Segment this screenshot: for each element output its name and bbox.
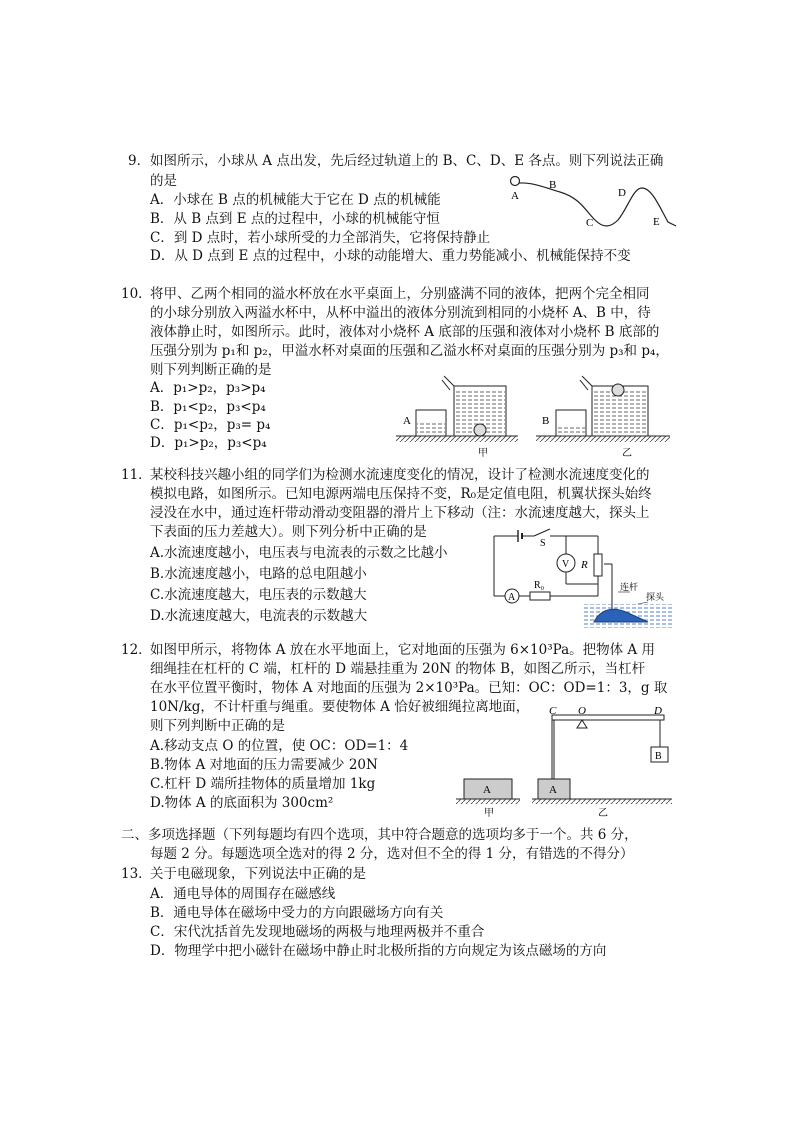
point-c-label: C [549,705,557,717]
question-stem: 模拟电路，如图所示。已知电源两端电压保持不变，R₀是定值电阻，机翼状探头始终 [150,486,652,502]
question-stem: 液体静止时，如图所示。此时，液体对小烧杯 A 底部的压强和液体对小烧杯 B 底部的 [150,324,660,340]
cup-b-label: B [542,415,550,427]
question-stem: 如图所示，小球从 A 点出发，先后经过轨道上的 B、C、D、E 各点。则下列说法正确 [150,153,664,169]
question-stem: 关于电磁现象，下列说法中正确的是 [150,866,366,882]
ball [511,177,520,186]
option-d: D.物体 A 的底面积为 300cm² [150,795,334,811]
section-instructions: 每题 2 分。每题选项全选对的得 2 分，选对但不全的得 1 分，有错选的不得分） [150,846,634,862]
question-stem: 的是 [150,173,177,189]
ammeter-label: A [508,592,516,603]
label-jia: 甲 [484,808,494,819]
point-a-label: A [511,190,519,202]
point-o-label: O [578,705,586,717]
question-number: 9． [128,153,151,169]
block-a-jia-label: A [483,784,491,796]
question-stem: 某校科技兴趣小组的同学们为检测水流速度变化的情况，设计了检测水流速度变化的 [150,467,650,483]
option-d: D．物理学中把小磁针在磁场中静止时北极所指的方向规定为该点磁场的方向 [150,943,607,959]
option-b: B．p₁<p₂，p₃<p₄ [150,399,266,415]
option-c: C．宋代沈括首先发现地磁场的两极与地理两极并不重合 [150,924,485,940]
question-stem: 的小球分别放入两溢水杯中，从杯中溢出的液体分别流到相同的小烧杯 A、B 中，待 [150,305,651,321]
question-stem: 下表面的压力差越大）。则下列分析中正确的是 [150,524,427,540]
ball-1 [474,424,486,436]
option-a: A．小球在 B 点的机械能大于它在 D 点的机械能 [150,192,441,208]
block-b-label: B [655,751,662,762]
label-jia: 甲 [478,448,488,459]
option-a: A.移动支点 O 的位置，使 OC：OD=1：4 [150,738,409,754]
option-a: A.水流速度越小，电压表与电流表的示数之比越小 [150,545,448,561]
option-a: A．通电导体的周围存在磁感线 [150,886,336,902]
section-heading: 二、多项选择题（下列每题均有四个选项，其中符合题意的选项均多于一个。共 6 分， [121,827,638,843]
option-b: B．从 B 点到 E 点的过程中，小球的机械能守恒 [150,211,440,227]
switch-label: S [540,538,546,549]
overflow-cups-figure [396,366,676,462]
question-number: 12． [121,642,152,658]
point-d-label: D [654,705,662,717]
ball-2 [612,384,624,396]
circuit-figure [488,526,688,630]
question-number: 11． [121,467,152,483]
question-number: 13． [121,866,152,882]
option-c: C．到 D 点时，若小球所受的力全部消失，它将保持静止 [150,230,491,246]
option-c: C.水流速度越大，电压表的示数越大 [150,587,367,603]
label-yi: 乙 [622,448,632,459]
option-a: A．p₁>p₂，p₃>p₄ [150,380,266,396]
fulcrum [577,720,587,728]
rod-label: 连杆 [620,582,639,592]
option-d: D.水流速度越大，电流表的示数越大 [150,608,368,624]
option-d: D．从 D 点到 E 点的过程中，小球的动能增大、重力势能减小、机械能保持不变 [150,248,631,264]
option-b: B.水流速度越小，电路的总电阻越小 [150,566,367,582]
track-figure [500,170,680,232]
r-label: R [581,559,588,571]
question-stem: 将甲、乙两个相同的溢水杯放在水平桌面上，分别盛满不同的液体，把两个完全相同 [150,286,650,302]
option-d: D．p₁>p₂，p₃<p₄ [150,435,267,451]
question-stem: 在水平位置平衡时，物体 A 对地面的压强为 2×10³Pa。已知：OC：OD=1：3，g 取 [150,680,668,696]
question-stem: 则下列判断中正确的是 [150,718,285,734]
question-number: 10． [121,286,152,302]
lever-figure [448,702,680,820]
voltmeter-label: V [562,559,570,570]
point-c-label: C [586,217,594,229]
point-b-label: B [549,179,557,191]
cup-a-label: A [403,415,411,427]
point-e-label: E [653,216,660,228]
question-stem: 则下列判断正确的是 [150,362,272,378]
option-c: C.杠杆 D 端所挂物体的质量增加 1kg [150,776,376,792]
option-b: B．通电导体在磁场中受力的方向跟磁场方向有关 [150,905,444,921]
question-stem: 压强分别为 p₁和 p₂，甲溢水杯对桌面的压强和乙溢水杯对桌面的压强分别为 p₃和 p₄， [150,343,669,359]
question-stem: 10N/kg，不计杆重与绳重。要使物体 A 恰好被细绳拉离地面， [150,699,530,715]
label-yi: 乙 [598,808,608,819]
probe-label: 探头 [646,592,665,602]
option-c: C．p₁<p₂，p₃= p₄ [150,417,271,433]
question-stem: 浸没在水中，通过连杆带动滑动变阻器的滑片上下移动（注：水流速度越大，探头上 [150,505,650,521]
point-d-label: D [618,187,626,199]
option-b: B.物体 A 对地面的压力需要减少 20N [150,757,378,773]
question-stem: 如图甲所示，将物体 A 放在水平地面上，它对地面的压强为 6×10³Pa。把物体 A 用 [150,642,655,658]
block-a-yi-label: A [549,784,557,796]
r0-label: R₀ [534,580,545,591]
question-stem: 细绳挂在杠杆的 C 端，杠杆的 D 端悬挂重为 20N 的物体 B，如图乙所示，当杠杆 [150,661,646,677]
